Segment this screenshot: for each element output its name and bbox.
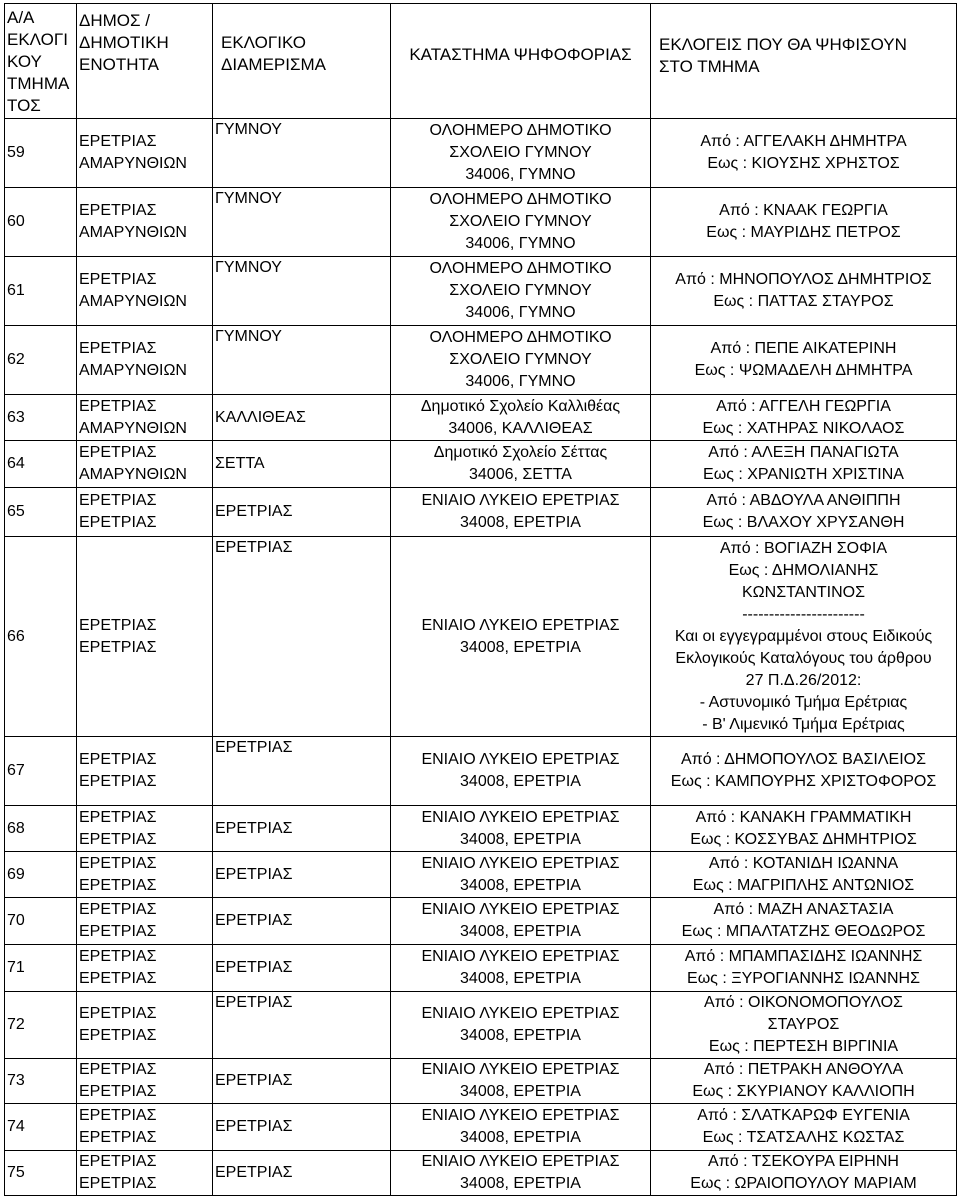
table-row: [5, 945, 957, 992]
cell-line: 34008, ΕΡΕΤΡΙΑ: [460, 773, 581, 790]
header-voters: ΕΚΛΟΓΕΙΣ ΠΟΥ ΘΑ ΨΗΦΙΣΟΥΝ ΣΤΟ ΤΜΗΜΑ: [651, 4, 957, 119]
district-cell: [213, 737, 391, 806]
section-number: 63: [5, 395, 77, 441]
cell-line: Εως : ΧΑΤΗΡΑΣ ΝΙΚΟΛΑΟΣ: [702, 419, 905, 437]
cell-line: ΕΡΕΤΡΙΑΣ: [79, 1107, 157, 1124]
municipality-cell: [77, 326, 213, 395]
cell-line: 34006, ΣΕΤΤΑ: [469, 466, 572, 483]
cell-line: ΕΡΕΤΡΙΑΣ: [79, 901, 157, 918]
cell-line: Εως : ΔΗΜΟΛΙΑΝΗΣ: [728, 561, 879, 579]
voters-range-cell: [651, 992, 957, 1059]
table-row: [5, 1059, 957, 1104]
cell-line: Εως : ΜΠΑΛΤΑΤΖΗΣ ΘΕΟΔΩΡΟΣ: [681, 923, 926, 940]
district-cell: [213, 188, 391, 257]
district-cell: [213, 441, 391, 488]
voters-range-cell: [651, 395, 957, 441]
cell-line: ΑΜΑΡΥΝΘΙΩΝ: [79, 293, 187, 310]
cell-line: Δημοτικό Σχολείο Σέττας: [433, 444, 608, 461]
cell-line: ΕΝΙΑΙΟ ΛΥΚΕΙΟ ΕΡΕΤΡΙΑΣ: [421, 901, 620, 918]
cell-line: ΓΥΜΝΟΥ: [215, 190, 282, 207]
cell-line: Και οι εγγεγραμμένοι στους Ειδικούς: [674, 627, 933, 645]
cell-line: ΕΡΕΤΡΙΑΣ: [79, 854, 157, 872]
cell-line: -----------------------: [742, 605, 865, 623]
section-number: 67: [5, 737, 77, 806]
cell-line: ΕΡΕΤΡΙΑΣ: [79, 616, 157, 634]
cell-line: ΣΧΟΛΕΙΟ ΓΥΜΝΟΥ: [449, 351, 592, 368]
header-section-number: Α/Α ΕΚΛΟΓΙ ΚΟΥ ΤΜΗΜΑ ΤΟΣ: [5, 4, 77, 119]
cell-line: ΟΛΟΗΜΕΡΟ ΔΗΜΟΤΙΚΟ: [429, 260, 612, 277]
cell-line: ΑΜΑΡΥΝΘΙΩΝ: [79, 419, 187, 437]
cell-line: ΕΡΕΤΡΙΑΣ: [79, 948, 157, 965]
municipality-cell: [77, 1104, 213, 1151]
cell-line: Εως : ΒΛΑΧΟΥ ΧΡΥΣΑΝΘΗ: [702, 514, 905, 531]
cell-line: ΕΡΕΤΡΙΑΣ: [79, 638, 157, 656]
municipality-cell: [77, 806, 213, 852]
cell-line: ΕΡΕΤΡΙΑΣ: [215, 912, 293, 929]
voters-range-cell: [651, 188, 957, 257]
cell-line: 34008, ΕΡΕΤΡΙΑ: [460, 830, 581, 848]
cell-line: ΟΛΟΗΜΕΡΟ ΔΗΜΟΤΙΚΟ: [429, 329, 612, 346]
cell-line: ΕΡΕΤΡΙΑΣ: [79, 397, 157, 415]
cell-line: ΕΡΕΤΡΙΑΣ: [79, 1129, 157, 1146]
cell-line: ΕΡΕΤΡΙΑΣ: [79, 1083, 157, 1100]
cell-line: Από : ΑΒΔΟΥΛΑ ΑΝΘΙΠΠΗ: [706, 492, 901, 509]
polling-station-cell: [391, 326, 651, 395]
municipality-cell: [77, 1059, 213, 1104]
cell-line: ΕΡΕΤΡΙΑΣ: [79, 773, 157, 790]
polling-station-cell: [391, 992, 651, 1059]
cell-line: Από : ΜΗΝΟΠΟΥΛΟΣ ΔΗΜΗΤΡΙΟΣ: [675, 271, 932, 288]
cell-line: Από : ΑΛΕΞΗ ΠΑΝΑΓΙΩΤΑ: [708, 444, 899, 461]
table-body: [5, 119, 957, 1196]
cell-line: Εως : ΠΕΡΤΕΣΗ ΒΙΡΓΙΝΙΑ: [708, 1038, 899, 1055]
cell-line: ΓΥΜΝΟΥ: [215, 328, 282, 345]
cell-line: 34008, ΕΡΕΤΡΙΑ: [460, 1027, 581, 1044]
cell-line: ΕΡΕΤΡΙΑΣ: [79, 444, 157, 461]
table-row: [5, 257, 957, 326]
cell-line: - Β' Λιμενικό Τμήμα Ερέτριας: [702, 715, 905, 733]
cell-line: ΣΧΟΛΕΙΟ ΓΥΜΝΟΥ: [449, 213, 592, 230]
cell-line: ΟΛΟΗΜΕΡΟ ΔΗΜΟΤΙΚΟ: [429, 122, 612, 139]
table-header-row: [5, 4, 957, 119]
cell-line: ΕΝΙΑΙΟ ΛΥΚΕΙΟ ΕΡΕΤΡΙΑΣ: [421, 1153, 620, 1170]
section-number: 75: [5, 1151, 77, 1196]
table-row: [5, 806, 957, 852]
cell-line: 34006, ΓΥΜΝΟ: [465, 304, 576, 321]
municipality-cell: [77, 852, 213, 898]
voters-range-cell: [651, 945, 957, 992]
cell-line: 34008, ΕΡΕΤΡΙΑ: [460, 638, 581, 656]
cell-line: ΣΧΟΛΕΙΟ ΓΥΜΝΟΥ: [449, 282, 592, 299]
cell-line: 34008, ΕΡΕΤΡΙΑ: [460, 923, 581, 940]
municipality-cell: [77, 257, 213, 326]
cell-line: Από : ΚΑΝΑΚΗ ΓΡΑΜΜΑΤΙΚΗ: [695, 808, 912, 826]
district-cell: [213, 537, 391, 737]
municipality-cell: [77, 992, 213, 1059]
cell-line: 27 Π.Δ.26/2012:: [745, 671, 862, 689]
polling-station-cell: [391, 1151, 651, 1196]
section-number: 66: [5, 537, 77, 737]
cell-line: Εως : ΩΡΑΙΟΠΟΥΛΟΥ ΜΑΡΙΑΜ: [690, 1175, 917, 1192]
voters-range-cell: [651, 1059, 957, 1104]
section-number: 61: [5, 257, 77, 326]
cell-line: ΚΩΝΣΤΑΝΤΙΝΟΣ: [742, 583, 865, 601]
cell-line: 34006, ΓΥΜΝΟ: [465, 235, 576, 252]
cell-line: ΕΡΕΤΡΙΑΣ: [215, 1072, 293, 1089]
cell-line: ΕΡΕΤΡΙΑΣ: [79, 202, 157, 219]
cell-line: ΕΡΕΤΡΙΑΣ: [79, 1175, 157, 1192]
cell-line: ΕΡΕΤΡΙΑΣ: [79, 492, 157, 509]
cell-line: Από : ΜΑΖΗ ΑΝΑΣΤΑΣΙΑ: [713, 901, 894, 918]
cell-line: ΕΝΙΑΙΟ ΛΥΚΕΙΟ ΕΡΕΤΡΙΑΣ: [421, 808, 620, 826]
cell-line: ΑΜΑΡΥΝΘΙΩΝ: [79, 466, 187, 483]
voters-range-cell: [651, 537, 957, 737]
district-cell: [213, 395, 391, 441]
cell-line: ΕΡΕΤΡΙΑΣ: [215, 865, 293, 883]
section-number: 62: [5, 326, 77, 395]
cell-line: ΕΝΙΑΙΟ ΛΥΚΕΙΟ ΕΡΕΤΡΙΑΣ: [421, 854, 620, 872]
cell-line: ΣΤΑΥΡΟΣ: [767, 1016, 840, 1033]
header-polling-station: ΚΑΤΑΣΤΗΜΑ ΨΗΦΟΦΟΡΙΑΣ: [391, 4, 651, 119]
cell-line: ΕΡΕΤΡΙΑΣ: [79, 923, 157, 940]
cell-line: Εως : ΠΑΤΤΑΣ ΣΤΑΥΡΟΣ: [713, 293, 894, 310]
cell-line: Εκλογικούς Καταλόγους του άρθρου: [675, 649, 932, 667]
cell-line: ΕΡΕΤΡΙΑΣ: [215, 1118, 293, 1135]
cell-line: ΕΡΕΤΡΙΑΣ: [215, 819, 293, 837]
polling-station-cell: [391, 441, 651, 488]
cell-line: 34008, ΕΡΕΤΡΙΑ: [460, 1129, 581, 1146]
cell-line: Εως : ΣΚΥΡΙΑΝΟΥ ΚΑΛΛΙΟΠΗ: [692, 1083, 915, 1100]
section-number: 65: [5, 488, 77, 537]
header-district: ΕΚΛΟΓΙΚΟ ΔΙΑΜΕΡΙΣΜΑ: [213, 4, 391, 119]
polling-station-cell: [391, 806, 651, 852]
cell-line: ΕΡΕΤΡΙΑΣ: [79, 133, 157, 150]
district-cell: [213, 945, 391, 992]
cell-line: Από : ΠΕΠΕ ΑΙΚΑΤΕΡΙΝΗ: [710, 340, 897, 357]
district-cell: [213, 852, 391, 898]
cell-line: Από : ΣΛΑΤΚΑΡΩΦ ΕΥΓΕΝΙΑ: [697, 1107, 910, 1124]
cell-line: ΚΑΛΛΙΘΕΑΣ: [215, 408, 306, 426]
voters-range-cell: [651, 257, 957, 326]
cell-line: Εως : ΚΟΣΣΥΒΑΣ ΔΗΜΗΤΡΙΟΣ: [690, 830, 917, 848]
cell-line: ΕΡΕΤΡΙΑΣ: [215, 739, 293, 756]
district-cell: [213, 257, 391, 326]
cell-line: ΕΡΕΤΡΙΑΣ: [79, 1027, 157, 1044]
district-cell: [213, 488, 391, 537]
district-cell: [213, 898, 391, 945]
table-row: [5, 395, 957, 441]
table-row: [5, 188, 957, 257]
table-row: [5, 992, 957, 1059]
section-number: 68: [5, 806, 77, 852]
cell-line: ΣΧΟΛΕΙΟ ΓΥΜΝΟΥ: [449, 144, 592, 161]
cell-line: ΕΡΕΤΡΙΑΣ: [79, 1061, 157, 1078]
polling-station-cell: [391, 1059, 651, 1104]
cell-line: ΕΡΕΤΡΙΑΣ: [79, 876, 157, 894]
cell-line: Από : ΔΗΜΟΠΟΥΛΟΣ ΒΑΣΙΛΕΙΟΣ: [681, 751, 926, 768]
cell-line: 34008, ΕΡΕΤΡΙΑ: [460, 1175, 581, 1192]
table-row: [5, 898, 957, 945]
section-number: 59: [5, 119, 77, 188]
cell-line: 34006, ΚΑΛΛΙΘΕΑΣ: [448, 419, 593, 437]
cell-line: Από : ΚΝΑΑΚ ΓΕΩΡΓΙΑ: [719, 202, 888, 219]
cell-line: 34006, ΓΥΜΝΟ: [465, 373, 576, 390]
municipality-cell: [77, 537, 213, 737]
voters-range-cell: [651, 898, 957, 945]
cell-line: Εως : ΜΑΥΡΙΔΗΣ ΠΕΤΡΟΣ: [706, 224, 901, 241]
cell-line: Από : ΜΠΑΜΠΑΣΙΔΗΣ ΙΩΑΝΝΗΣ: [684, 948, 923, 965]
table-row: [5, 1104, 957, 1151]
cell-line: Από : ΑΓΓΕΛΑΚΗ ΔΗΜΗΤΡΑ: [700, 133, 907, 150]
cell-line: ΕΡΕΤΡΙΑΣ: [79, 808, 157, 826]
cell-line: - Αστυνομικό Τμήμα Ερέτριας: [699, 693, 908, 711]
cell-line: ΕΡΕΤΡΙΑΣ: [79, 830, 157, 848]
cell-line: Εως : ΞΥΡΟΓΙΑΝΝΗΣ ΙΩΑΝΝΗΣ: [687, 970, 920, 987]
cell-line: ΟΛΟΗΜΕΡΟ ΔΗΜΟΤΙΚΟ: [429, 191, 612, 208]
cell-line: ΓΥΜΝΟΥ: [215, 259, 282, 276]
cell-line: Εως : ΤΣΑΤΣΑΛΗΣ ΚΩΣΤΑΣ: [702, 1129, 905, 1146]
voters-range-cell: [651, 119, 957, 188]
cell-line: Εως : ΨΩΜΑΔΕΛΗ ΔΗΜΗΤΡΑ: [694, 362, 913, 379]
district-cell: [213, 119, 391, 188]
polling-sections-table: [4, 3, 957, 1196]
table-row: [5, 441, 957, 488]
voters-range-cell: [651, 737, 957, 806]
cell-line: Από : ΑΓΓΕΛΗ ΓΕΩΡΓΙΑ: [716, 397, 891, 415]
municipality-cell: [77, 119, 213, 188]
cell-line: ΣΕΤΤΑ: [215, 455, 265, 472]
cell-line: ΑΜΑΡΥΝΘΙΩΝ: [79, 155, 187, 172]
municipality-cell: [77, 1151, 213, 1196]
section-number: 64: [5, 441, 77, 488]
cell-line: ΕΡΕΤΡΙΑΣ: [79, 340, 157, 357]
section-number: 70: [5, 898, 77, 945]
table-row: [5, 326, 957, 395]
voters-range-cell: [651, 1151, 957, 1196]
cell-line: ΕΝΙΑΙΟ ΛΥΚΕΙΟ ΕΡΕΤΡΙΑΣ: [421, 492, 620, 509]
cell-line: ΑΜΑΡΥΝΘΙΩΝ: [79, 362, 187, 379]
cell-line: ΓΥΜΝΟΥ: [215, 121, 282, 138]
cell-line: Από : ΟΙΚΟΝΟΜΟΠΟΥΛΟΣ: [704, 994, 903, 1011]
cell-line: ΕΝΙΑΙΟ ΛΥΚΕΙΟ ΕΡΕΤΡΙΑΣ: [421, 1107, 620, 1124]
cell-line: Από : ΤΣΕΚΟΥΡΑ ΕΙΡΗΝΗ: [708, 1153, 899, 1170]
cell-line: ΑΜΑΡΥΝΘΙΩΝ: [79, 224, 187, 241]
district-cell: [213, 326, 391, 395]
district-cell: [213, 1151, 391, 1196]
cell-line: ΕΡΕΤΡΙΑΣ: [215, 539, 293, 556]
cell-line: ΕΝΙΑΙΟ ΛΥΚΕΙΟ ΕΡΕΤΡΙΑΣ: [421, 1005, 620, 1022]
cell-line: ΕΡΕΤΡΙΑΣ: [79, 271, 157, 288]
table-row: [5, 119, 957, 188]
cell-line: Εως : ΜΑΓΡΙΠΛΗΣ ΑΝΤΩΝΙΟΣ: [692, 876, 915, 894]
cell-line: ΕΝΙΑΙΟ ΛΥΚΕΙΟ ΕΡΕΤΡΙΑΣ: [421, 751, 620, 768]
table-row: [5, 537, 957, 737]
cell-line: 34006, ΓΥΜΝΟ: [465, 166, 576, 183]
cell-line: ΕΡΕΤΡΙΑΣ: [215, 1164, 293, 1181]
voters-range-cell: [651, 326, 957, 395]
voters-range-cell: [651, 852, 957, 898]
voters-range-cell: [651, 441, 957, 488]
cell-line: ΕΡΕΤΡΙΑΣ: [79, 970, 157, 987]
municipality-cell: [77, 945, 213, 992]
polling-station-cell: [391, 852, 651, 898]
polling-station-cell: [391, 537, 651, 737]
cell-line: ΕΡΕΤΡΙΑΣ: [79, 1153, 157, 1170]
district-cell: [213, 1104, 391, 1151]
cell-line: ΕΡΕΤΡΙΑΣ: [79, 514, 157, 531]
cell-line: ΕΡΕΤΡΙΑΣ: [215, 959, 293, 976]
cell-line: Από : ΒΟΓΙΑΖΗ ΣΟΦΙΑ: [720, 539, 887, 557]
header-municipality: ΔΗΜΟΣ / ΔΗΜΟΤΙΚΗ ΕΝΟΤΗΤΑ: [77, 4, 213, 119]
section-number: 73: [5, 1059, 77, 1104]
polling-station-cell: [391, 1104, 651, 1151]
district-cell: [213, 1059, 391, 1104]
district-cell: [213, 806, 391, 852]
polling-station-cell: [391, 257, 651, 326]
section-number: 60: [5, 188, 77, 257]
polling-station-cell: [391, 945, 651, 992]
voters-range-cell: [651, 1104, 957, 1151]
municipality-cell: [77, 188, 213, 257]
polling-station-cell: [391, 119, 651, 188]
cell-line: Δημοτικό Σχολείο Καλλιθέας: [420, 397, 621, 415]
cell-line: ΕΡΕΤΡΙΑΣ: [215, 994, 293, 1011]
voters-range-cell: [651, 488, 957, 537]
section-number: 74: [5, 1104, 77, 1151]
cell-line: Εως : ΧΡΑΝΙΩΤΗ ΧΡΙΣΤΙΝΑ: [703, 466, 904, 483]
cell-line: ΕΡΕΤΡΙΑΣ: [79, 1005, 157, 1022]
polling-station-cell: [391, 898, 651, 945]
cell-line: ΕΝΙΑΙΟ ΛΥΚΕΙΟ ΕΡΕΤΡΙΑΣ: [421, 1061, 620, 1078]
municipality-cell: [77, 737, 213, 806]
table-row: [5, 1151, 957, 1196]
municipality-cell: [77, 488, 213, 537]
cell-line: ΕΡΕΤΡΙΑΣ: [79, 751, 157, 768]
municipality-cell: [77, 395, 213, 441]
cell-line: 34008, ΕΡΕΤΡΙΑ: [460, 876, 581, 894]
cell-line: 34008, ΕΡΕΤΡΙΑ: [460, 1083, 581, 1100]
cell-line: Από : ΚΟΤΑΝΙΔΗ ΙΩΑΝΝΑ: [708, 854, 899, 872]
section-number: 72: [5, 992, 77, 1059]
cell-line: Εως : ΚΙΟΥΣΗΣ ΧΡΗΣΤΟΣ: [707, 155, 900, 172]
polling-station-cell: [391, 488, 651, 537]
table-row: [5, 737, 957, 806]
cell-line: ΕΝΙΑΙΟ ΛΥΚΕΙΟ ΕΡΕΤΡΙΑΣ: [421, 948, 620, 965]
table-row: [5, 852, 957, 898]
cell-line: 34008, ΕΡΕΤΡΙΑ: [460, 514, 581, 531]
polling-station-cell: [391, 395, 651, 441]
voters-range-cell: [651, 806, 957, 852]
cell-line: 34008, ΕΡΕΤΡΙΑ: [460, 970, 581, 987]
cell-line: Εως : ΚΑΜΠΟΥΡΗΣ ΧΡΙΣΤΟΦΟΡΟΣ: [670, 773, 937, 790]
cell-line: Από : ΠΕΤΡΑΚΗ ΑΝΘΟΥΛΑ: [703, 1061, 904, 1078]
section-number: 69: [5, 852, 77, 898]
polling-station-cell: [391, 188, 651, 257]
section-number: 71: [5, 945, 77, 992]
polling-station-cell: [391, 737, 651, 806]
district-cell: [213, 992, 391, 1059]
table-row: [5, 488, 957, 537]
municipality-cell: [77, 898, 213, 945]
municipality-cell: [77, 441, 213, 488]
cell-line: ΕΡΕΤΡΙΑΣ: [215, 503, 293, 520]
cell-line: ΕΝΙΑΙΟ ΛΥΚΕΙΟ ΕΡΕΤΡΙΑΣ: [421, 616, 620, 634]
